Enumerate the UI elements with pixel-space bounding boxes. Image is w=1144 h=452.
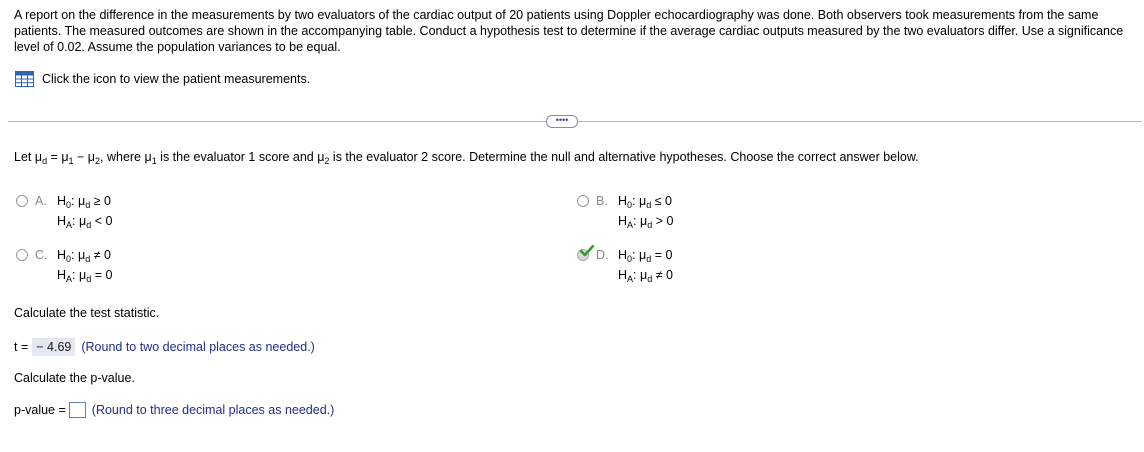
option-hypotheses: $H_0$: $\mu_d \le 0$ $H_A$: $\mu_d > 0$ bbox=[618, 194, 674, 230]
problem-statement: A report on the difference in the measurements by two evaluators of the cardiac output of 20 patients using Doppler echocardiography was done. Both observers took measurements from the same patients. The measured outcomes are shown in the accompanying table. Conduct a hypothesis test to determine if the average cardiac outputs measured by the two evaluators differ. Use a significance level of 0.02. Assume the population variances to be equal. bbox=[14, 8, 1124, 54]
pvalue-row bbox=[14, 402, 334, 418]
step-test-statistic: Calculate the test statistic. bbox=[14, 306, 160, 320]
data-table-link[interactable] bbox=[15, 71, 310, 87]
expand-more-button[interactable]: •••• bbox=[546, 115, 578, 128]
t-hint: (Round to two decimal places as needed.) bbox=[81, 340, 315, 354]
option-letter: A. bbox=[35, 194, 47, 208]
t-answer[interactable]: − 4.69 bbox=[32, 338, 75, 356]
option-hypotheses: $H_0$: $\mu_d = 0$ $H_A$: $\mu_d \ne 0$ bbox=[618, 248, 673, 284]
radio-button[interactable] bbox=[577, 195, 589, 207]
option-a[interactable] bbox=[16, 194, 112, 231]
data-link-text: Click the icon to view the patient measurements. bbox=[42, 72, 311, 86]
pvalue-label: p-value = bbox=[14, 403, 66, 417]
option-c[interactable] bbox=[16, 248, 112, 285]
radio-button[interactable] bbox=[16, 195, 28, 207]
t-statistic-row bbox=[14, 338, 315, 356]
pvalue-hint: (Round to three decimal places as needed.) bbox=[91, 403, 335, 417]
option-letter: D. bbox=[596, 248, 609, 262]
hypothesis-question: Let $\mu_d = \mu_1 - \mu_2$, where $\mu_1$ is the evaluator 1 score and $\mu_2$ is the evaluator 2 score. Determine the null and alternative hypotheses. Choose the correct answer below. bbox=[14, 150, 919, 166]
option-letter: B. bbox=[596, 194, 608, 208]
option-letter: C. bbox=[35, 248, 48, 262]
t-label: t = bbox=[14, 340, 29, 354]
option-hypotheses: $H_0$: $\mu_d \ge 0$ $H_A$: $\mu_d < 0$ bbox=[57, 194, 113, 230]
option-hypotheses: $H_0$: $\mu_d \ne 0$ $H_A$: $\mu_d = 0$ bbox=[57, 248, 113, 284]
table-icon[interactable] bbox=[15, 71, 34, 87]
option-d[interactable] bbox=[577, 248, 673, 285]
step-pvalue: Calculate the p-value. bbox=[14, 371, 135, 385]
selected-radio[interactable] bbox=[577, 248, 591, 262]
radio-button[interactable] bbox=[16, 249, 28, 261]
option-b[interactable] bbox=[577, 194, 673, 231]
pvalue-input[interactable] bbox=[69, 402, 86, 418]
check-icon bbox=[580, 245, 594, 257]
